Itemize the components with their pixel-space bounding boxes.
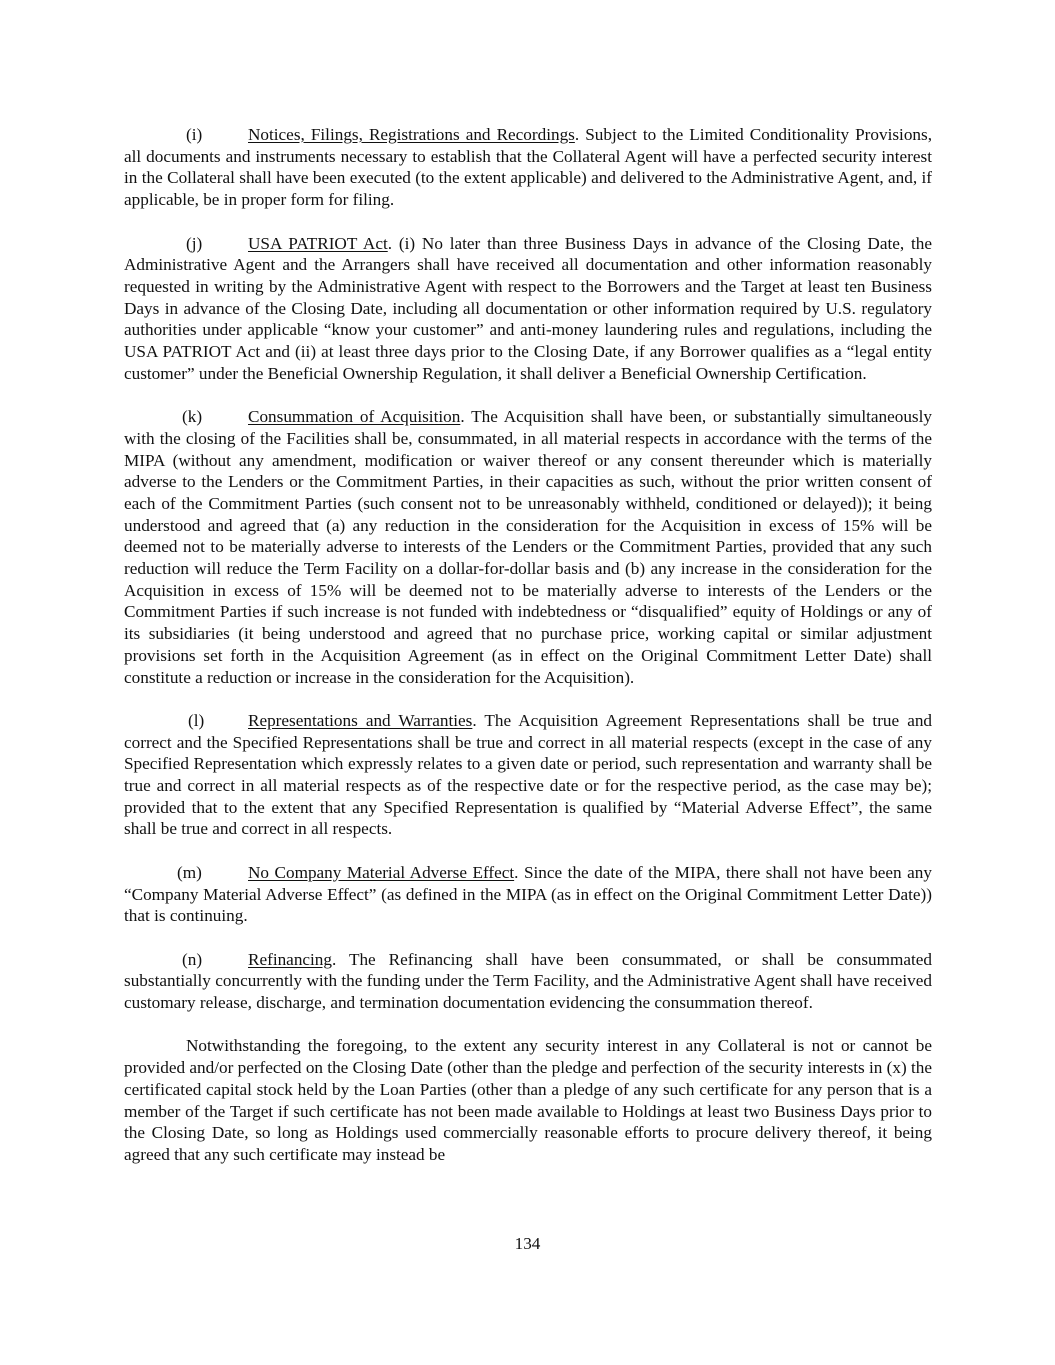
section-body: . The Acquisition shall have been, or substantially simultaneously with the closing of the Facilities shall be, consummated, in all material respects in accordance with the terms of the MIPA (without any amendment, modification or waiver thereof or any consent thereunder which is materially adverse to the Lenders or the Commitment Parties, in their capacities as such, without the prior written consent of each of the Commitment Parties (such consent not to be unreasonably withheld, conditioned or delayed)); it being understood and agreed that (a) any reduction in the consideration for the Acquisition in excess of 15% will be deemed not to be materially adverse to interests of the Lenders or the Commitment Parties, provided that any such reduction will reduce the Term Facility on a dollar-for-dollar basis and (b) any increase in the consideration for the Acquisition in excess of 15% will be deemed not to be materially adverse to interests of the Lenders or the Commitment Parties if such increase is not funded with indebtedness or “disqualified” equity of Holdings or any of its subsidiaries (it being understood and agreed that no purchase price, working capital or similar adjustment provisions set forth in the Acquisition Agreement (as in effect on the Original Commitment Letter Date) shall constitute a reduction or increase in the consideration for the Acquisition). [124, 407, 932, 687]
section-heading: Representations and Warranties [248, 710, 473, 730]
section-heading: USA PATRIOT Act [248, 233, 388, 253]
page-number: 134 [514, 1234, 541, 1253]
section-n [124, 949, 932, 1014]
section-heading: No Company Material Adverse Effect [248, 862, 515, 882]
document-page [124, 124, 932, 1187]
section-m [124, 862, 932, 927]
section-heading: Notices, Filings, Registrations and Recordings [248, 125, 575, 144]
section-label: (k) [182, 407, 203, 427]
section-body: . (i) No later than three Business Days in advance of the Closing Date, the Administrative Agent and the Arrangers shall have received all documentation and other information reasonably requested in writing by the Administrative Agent with respect to the Borrowers and the Target at least ten Business Days in advance of the Closing Date, including all documentation or other information required by U.S. regulatory authorities under applicable “know your customer” and anti-money laundering rules and regulations, including the USA PATRIOT Act and (ii) at least three days prior to the Closing Date, if any Borrower qualifies as a “legal entity customer” under the Beneficial Ownership Regulation, it shall deliver a Beneficial Ownership Certification. [124, 233, 932, 383]
section-body: . The Refinancing shall have been consummated, or shall be consummated substantially concurrently with the funding under the Term Facility, and the Administrative Agent shall have received customary release, discharge, and termination documentation evidencing the consummation thereof. [124, 949, 932, 1013]
section-body: . Since the date of the MIPA, there shall not have been any “Company Material Adverse Effect” (as defined in the MIPA (as in effect on the Original Commitment Letter Date)) that is continuing. [124, 862, 932, 926]
closing-paragraph: Notwithstanding the foregoing, to the extent any security interest in any Collateral is not or cannot be provided and/or perfected on the Closing Date (other than the pledge and perfection of the security interests in (x) the certificated capital stock held by the Loan Parties (other than a pledge of any such certificate for any person that is a member of the Target if such certificate has not been made available to Holdings at least two Business Days prior to the Closing Date, so long as Holdings used commercially reasonable efforts to procure delivery thereof, it being agreed that any such certificate may instead be [124, 1036, 933, 1164]
section-l [124, 710, 932, 840]
section-j [124, 233, 932, 385]
section-heading: Refinancing [248, 949, 332, 969]
section-label: (i) [186, 125, 203, 144]
section-label: (l) [188, 710, 205, 730]
section-label: (j) [186, 233, 203, 253]
section-k [124, 406, 932, 688]
section-i [124, 124, 932, 211]
section-label: (m) [177, 862, 202, 882]
section-label: (n) [182, 949, 203, 969]
section-body: . Subject to the Limited Conditionality Provisions, all documents and instruments necessary to establish that the Collateral Agent will have a perfected security interest in the Collateral shall have been executed (to the extent applicable) and delivered to the Administrative Agent, and, if applicable, be in proper form for filing. [124, 125, 932, 210]
section-body: . The Acquisition Agreement Representations shall be true and correct and the Specified Representations shall be true and correct in all material respects (except in the case of any Specified Representation which expressly relates to a given date or period, such representation and warranty shall be true and correct in all material respects as of the respective date or for the respective period, as the case may be); provided that to the extent that any Specified Representation is qualified by “Material Adverse Effect”, the same shall be true and correct in all respects. [124, 710, 933, 839]
section-heading: Consummation of Acquisition [248, 407, 461, 427]
